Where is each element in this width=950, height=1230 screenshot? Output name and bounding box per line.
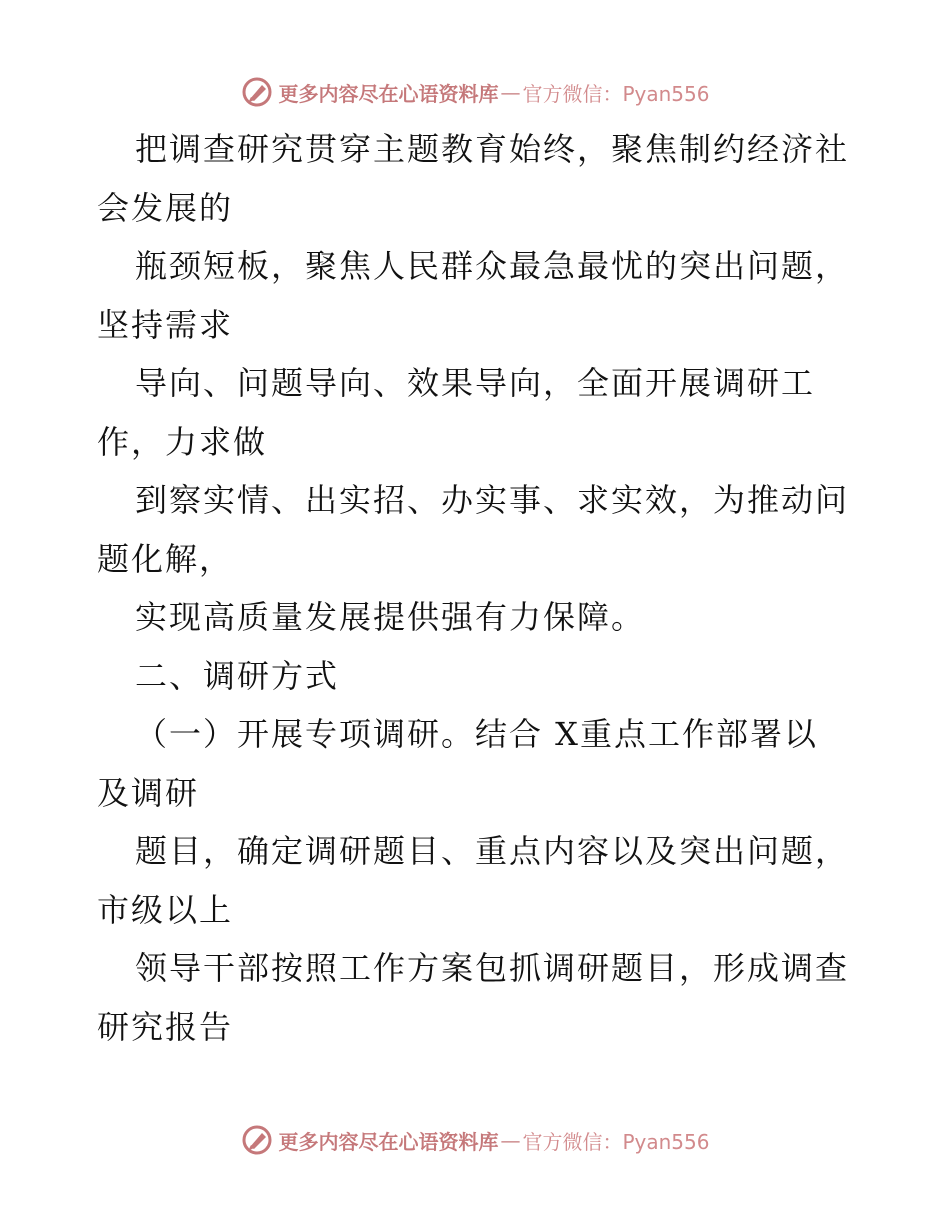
body-line: 题化解， [97,539,234,578]
body-line: 实现高质量发展提供强有力保障。 [135,598,646,636]
body-line: 市级以上 [97,890,234,929]
watermark-dash: — [500,80,521,104]
body-line: 坚持需求 [97,305,234,344]
body-line: 瓶颈短板，聚焦人民群众最急最忧的突出问题， [135,247,850,285]
body-line: 及调研 [97,773,200,812]
watermark-contact: 官方微信：Pyan556 [522,1129,710,1154]
body-line: 题目，确定调研题目、重点内容以及突出问题， [135,832,850,870]
pen-nib-logo-icon [240,75,274,109]
body-line: 把调查研究贯穿主题教育始终，聚焦制约经济社 [135,130,850,168]
document-body [97,120,857,1056]
header-watermark [0,72,950,112]
footer-watermark [0,1120,950,1160]
body-line: （一）开展专项调研。结合 X重点工作部署以 [135,715,818,753]
watermark-brand: 更多内容尽在心语资料库 [278,81,499,106]
body-line: 研究报告 [97,1007,234,1046]
body-line: 导向、问题导向、效果导向，全面开展调研工 [135,364,816,402]
watermark-contact: 官方微信：Pyan556 [522,81,710,106]
body-line: 会发展的 [97,188,234,227]
pen-nib-logo-icon [240,1123,274,1157]
body-line: 作，力求做 [97,422,268,461]
watermark-dash: — [500,1128,521,1152]
body-line: 到察实情、出实招、办实事、求实效，为推动问 [135,481,850,519]
body-line: 领导干部按照工作方案包抓调研题目，形成调查 [135,949,850,987]
section-heading: 二、调研方式 [135,656,340,695]
watermark-brand: 更多内容尽在心语资料库 [278,1129,499,1154]
